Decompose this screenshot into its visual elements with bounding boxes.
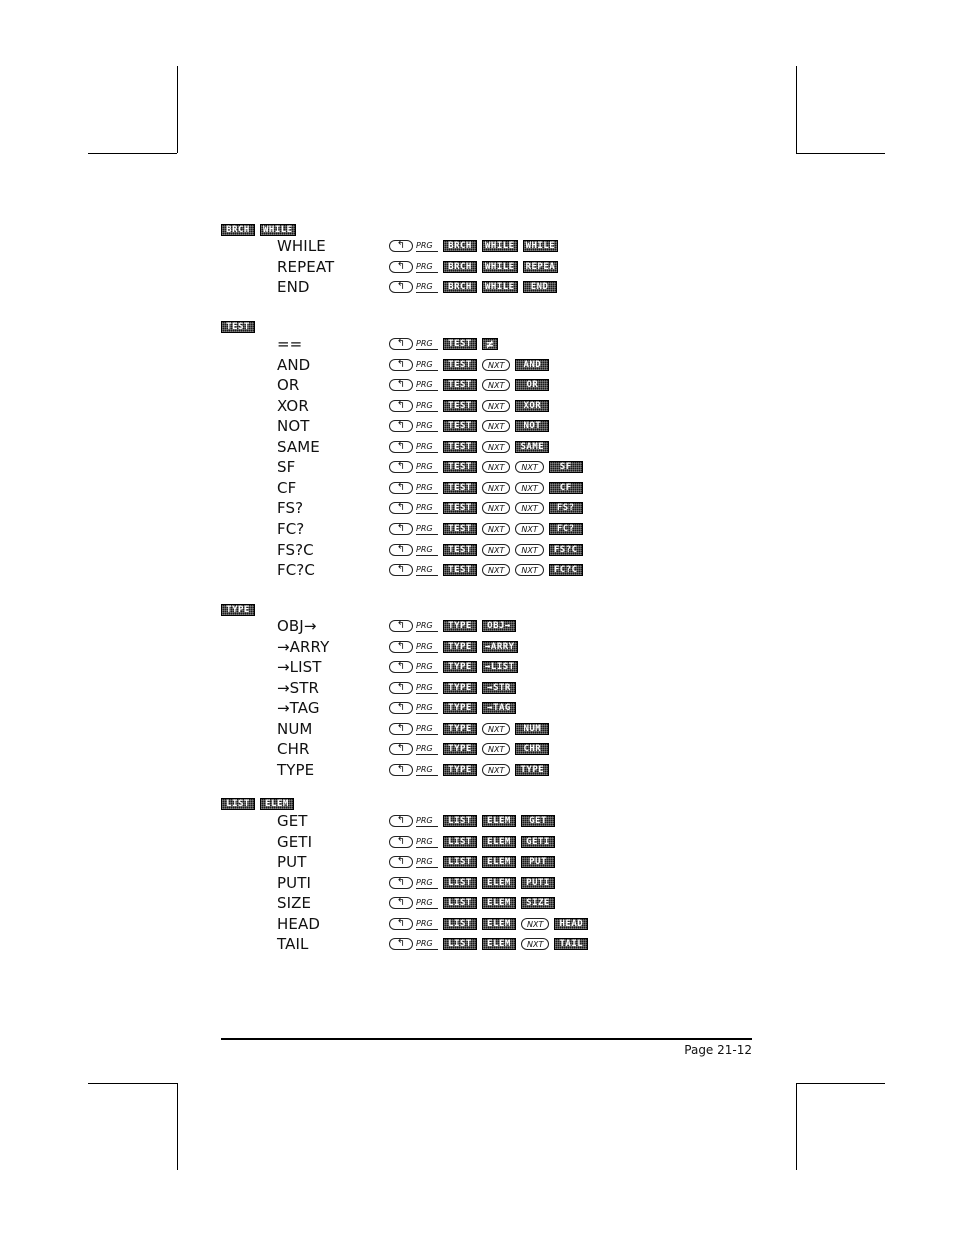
soft-menu-key[interactable]: TYPE	[443, 620, 477, 632]
soft-menu-key[interactable]: WHILE	[260, 224, 296, 236]
soft-menu-key[interactable]: BRCH	[221, 224, 255, 236]
command-name: NUM	[277, 720, 313, 738]
left-shift-key[interactable]: ↰	[389, 877, 413, 889]
soft-menu-key[interactable]: TYPE	[443, 702, 477, 714]
soft-menu-key[interactable]: LIST	[443, 815, 477, 827]
command-name: FS?C	[277, 541, 314, 559]
command-name: TAIL	[277, 935, 309, 953]
command-name: ==	[277, 335, 303, 353]
soft-menu-key[interactable]: TEST	[443, 523, 477, 535]
command-row	[0, 893, 954, 913]
left-shift-key[interactable]: ↰	[389, 856, 413, 868]
soft-menu-key[interactable]: →ARRY	[482, 641, 518, 653]
prg-key-label: PRG	[416, 764, 438, 776]
command-name: OR	[277, 376, 300, 394]
soft-menu-key[interactable]: HEAD	[554, 918, 588, 930]
soft-menu-key[interactable]: FS?C	[549, 544, 583, 556]
soft-menu-key[interactable]: LIST	[443, 938, 477, 950]
prg-key-label: PRG	[416, 815, 438, 827]
soft-menu-key[interactable]: TYPE	[515, 764, 549, 776]
prg-key-label: PRG	[416, 743, 438, 755]
left-shift-key[interactable]: ↰	[389, 482, 413, 494]
left-shift-key[interactable]: ↰	[389, 815, 413, 827]
command-row	[0, 277, 954, 297]
command-name: →LIST	[277, 658, 322, 676]
keystroke-sequence	[389, 239, 558, 253]
soft-menu-key[interactable]: TEST	[443, 420, 477, 432]
command-name: SF	[277, 458, 296, 476]
command-row	[0, 873, 954, 893]
soft-menu-key[interactable]: TEST	[443, 461, 477, 473]
prg-key-label: PRG	[416, 564, 438, 576]
not-equal-icon: ≠	[486, 337, 494, 351]
keystroke-sequence	[389, 701, 516, 715]
crop-mark	[88, 1083, 177, 1084]
soft-menu-key[interactable]: OR	[515, 379, 549, 391]
command-row	[0, 678, 954, 698]
nxt-key[interactable]: NXT	[515, 564, 543, 576]
prg-key-label: PRG	[416, 261, 438, 273]
command-name: SIZE	[277, 894, 312, 912]
command-row	[0, 832, 954, 852]
command-row	[0, 519, 954, 539]
prg-key-label: PRG	[416, 502, 438, 514]
keystroke-sequence	[389, 440, 549, 454]
soft-menu-key[interactable]: ELEM	[482, 877, 516, 889]
left-shift-key[interactable]: ↰	[389, 400, 413, 412]
soft-menu-key[interactable]: CF	[549, 482, 583, 494]
left-shift-key[interactable]: ↰	[389, 661, 413, 673]
nxt-key[interactable]: NXT	[482, 502, 510, 514]
left-shift-key[interactable]: ↰	[389, 641, 413, 653]
command-row	[0, 739, 954, 759]
prg-key-label: PRG	[416, 441, 438, 453]
keystroke-sequence	[389, 814, 555, 828]
keystroke-sequence	[389, 522, 583, 536]
soft-menu-key[interactable]: FS?	[549, 502, 583, 514]
soft-menu-key[interactable]: PUTI	[521, 877, 555, 889]
soft-menu-key[interactable]: TEST	[443, 482, 477, 494]
soft-menu-key[interactable]: FC?	[549, 523, 583, 535]
command-row	[0, 719, 954, 739]
left-shift-key[interactable]: ↰	[389, 461, 413, 473]
nxt-key[interactable]: NXT	[482, 723, 510, 735]
command-row	[0, 457, 954, 477]
soft-menu-key[interactable]: TAIL	[554, 938, 588, 950]
command-row	[0, 375, 954, 395]
left-shift-key[interactable]: ↰	[389, 502, 413, 514]
soft-menu-key[interactable]: TEST	[443, 544, 477, 556]
command-name: PUTI	[277, 874, 312, 892]
soft-menu-key[interactable]: BRCH	[443, 261, 477, 273]
command-row	[0, 811, 954, 831]
keystroke-sequence	[389, 460, 583, 474]
command-name: HEAD	[277, 915, 320, 933]
command-row	[0, 560, 954, 580]
prg-key-label: PRG	[416, 723, 438, 735]
soft-menu-key[interactable]: ELEM	[482, 815, 516, 827]
nxt-key[interactable]: NXT	[482, 359, 510, 371]
left-shift-key[interactable]: ↰	[389, 918, 413, 930]
prg-key-label: PRG	[416, 544, 438, 556]
prg-key-label: PRG	[416, 918, 438, 930]
soft-menu-key[interactable]: LIST	[443, 877, 477, 889]
soft-menu-key[interactable]: TEST	[443, 379, 477, 391]
soft-menu-key[interactable]: TEST	[221, 321, 255, 333]
left-shift-key[interactable]: ↰	[389, 261, 413, 273]
soft-menu-key[interactable]: SAME	[515, 441, 549, 453]
command-row	[0, 934, 954, 954]
keystroke-sequence	[389, 419, 549, 433]
command-name: SAME	[277, 438, 320, 456]
soft-menu-key[interactable]: REPEA	[523, 261, 559, 273]
keystroke-sequence	[389, 399, 549, 413]
soft-menu-key[interactable]: →TAG	[482, 702, 516, 714]
prg-key-label: PRG	[416, 620, 438, 632]
nxt-key[interactable]: NXT	[482, 441, 510, 453]
nxt-key[interactable]: NXT	[482, 482, 510, 494]
command-name: END	[277, 278, 310, 296]
left-shift-key[interactable]: ↰	[389, 544, 413, 556]
command-name: CF	[277, 479, 297, 497]
left-shift-key[interactable]: ↰	[389, 281, 413, 293]
prg-key-label: PRG	[416, 682, 438, 694]
soft-menu-key[interactable]: FC?C	[549, 564, 583, 576]
keystroke-sequence	[389, 378, 549, 392]
section-header	[221, 320, 255, 334]
left-shift-key[interactable]: ↰	[389, 441, 413, 453]
keystroke-sequence	[389, 742, 549, 756]
command-row	[0, 540, 954, 560]
soft-menu-key[interactable]: XOR	[515, 400, 549, 412]
command-name: REPEAT	[277, 258, 335, 276]
nxt-key[interactable]: NXT	[482, 461, 510, 473]
nxt-key[interactable]: NXT	[482, 564, 510, 576]
nxt-key[interactable]: NXT	[515, 461, 543, 473]
soft-menu-key[interactable]: ELEM	[482, 918, 516, 930]
command-row	[0, 416, 954, 436]
left-shift-key[interactable]: ↰	[389, 620, 413, 632]
keystroke-sequence	[389, 876, 555, 890]
left-shift-key[interactable]: ↰	[389, 379, 413, 391]
prg-key-label: PRG	[416, 523, 438, 535]
nxt-key[interactable]: NXT	[482, 420, 510, 432]
soft-menu-key[interactable]: TYPE	[221, 604, 255, 616]
keystroke-sequence	[389, 280, 557, 294]
soft-menu-key[interactable]: LIST	[443, 856, 477, 868]
left-shift-key[interactable]: ↰	[389, 523, 413, 535]
command-name: →ARRY	[277, 638, 330, 656]
soft-menu-key[interactable]: GETI	[521, 836, 555, 848]
command-row	[0, 914, 954, 934]
command-name: →TAG	[277, 699, 320, 717]
soft-menu-key[interactable]: SF	[549, 461, 583, 473]
command-row	[0, 760, 954, 780]
soft-menu-key[interactable]: SIZE	[521, 897, 555, 909]
command-row	[0, 236, 954, 256]
command-name: GET	[277, 812, 308, 830]
soft-menu-key[interactable]: LIST	[443, 836, 477, 848]
keystroke-sequence	[389, 722, 549, 736]
soft-menu-key[interactable]: LIST	[221, 798, 255, 810]
left-shift-key[interactable]: ↰	[389, 938, 413, 950]
nxt-key[interactable]: NXT	[515, 482, 543, 494]
prg-key-label: PRG	[416, 338, 438, 350]
command-row	[0, 498, 954, 518]
soft-menu-key[interactable]: TYPE	[443, 682, 477, 694]
command-name: TYPE	[277, 761, 315, 779]
crop-mark	[796, 1083, 797, 1170]
prg-key-label: PRG	[416, 482, 438, 494]
command-row	[0, 698, 954, 718]
crop-mark	[796, 1083, 885, 1084]
keystroke-sequence	[389, 660, 518, 674]
keystroke-sequence	[389, 681, 516, 695]
command-row	[0, 616, 954, 636]
soft-menu-key[interactable]: TEST	[443, 359, 477, 371]
soft-menu-key[interactable]: TEST	[443, 502, 477, 514]
left-shift-key[interactable]: ↰	[389, 743, 413, 755]
soft-menu-key[interactable]: AND	[515, 359, 549, 371]
command-row	[0, 437, 954, 457]
left-shift-key[interactable]: ↰	[389, 836, 413, 848]
command-row	[0, 852, 954, 872]
prg-key-label: PRG	[416, 856, 438, 868]
soft-menu-key[interactable]: BRCH	[443, 281, 477, 293]
keystroke-sequence	[389, 543, 583, 557]
soft-menu-key[interactable]: ELEM	[260, 798, 294, 810]
command-name: FS?	[277, 499, 304, 517]
keystroke-sequence	[389, 640, 518, 654]
command-row	[0, 257, 954, 277]
command-name: FC?C	[277, 561, 315, 579]
section-header	[221, 223, 296, 237]
soft-menu-key[interactable]: WHILE	[482, 281, 518, 293]
soft-menu-key[interactable]: TYPE	[443, 723, 477, 735]
soft-menu-key[interactable]: WHILE	[523, 240, 559, 252]
nxt-key[interactable]: NXT	[482, 400, 510, 412]
prg-key-label: PRG	[416, 877, 438, 889]
soft-menu-key[interactable]: OBJ→	[482, 620, 516, 632]
prg-key-label: PRG	[416, 461, 438, 473]
soft-menu-key[interactable]: TEST	[443, 400, 477, 412]
command-name: →STR	[277, 679, 320, 697]
prg-key-label: PRG	[416, 420, 438, 432]
command-row	[0, 396, 954, 416]
left-shift-key[interactable]: ↰	[389, 564, 413, 576]
soft-menu-key[interactable]: LIST	[443, 918, 477, 930]
left-shift-key[interactable]: ↰	[389, 359, 413, 371]
not-equal-soft-key[interactable]	[482, 338, 498, 350]
keystroke-sequence	[389, 763, 549, 777]
command-row	[0, 637, 954, 657]
left-shift-key[interactable]: ↰	[389, 702, 413, 714]
prg-key-label: PRG	[416, 240, 438, 252]
prg-key-label: PRG	[416, 400, 438, 412]
soft-menu-key[interactable]: TYPE	[443, 743, 477, 755]
left-shift-key[interactable]: ↰	[389, 240, 413, 252]
soft-menu-key[interactable]: ELEM	[482, 836, 516, 848]
soft-menu-key[interactable]: ELEM	[482, 856, 516, 868]
command-name: OBJ→	[277, 617, 317, 635]
left-shift-key[interactable]: ↰	[389, 338, 413, 350]
keystroke-sequence	[389, 835, 555, 849]
keystroke-sequence	[389, 619, 516, 633]
footer-rule	[221, 1038, 752, 1040]
command-name: NOT	[277, 417, 310, 435]
nxt-key[interactable]: NXT	[482, 743, 510, 755]
nxt-key[interactable]: NXT	[515, 523, 543, 535]
command-row	[0, 657, 954, 677]
section-header	[221, 603, 255, 617]
command-name: AND	[277, 356, 311, 374]
nxt-key[interactable]: NXT	[482, 764, 510, 776]
prg-key-label: PRG	[416, 836, 438, 848]
command-name: GETI	[277, 833, 313, 851]
prg-key-label: PRG	[416, 702, 438, 714]
keystroke-sequence	[389, 563, 583, 577]
keystroke-sequence	[389, 917, 588, 931]
keystroke-sequence	[389, 337, 498, 351]
nxt-key[interactable]: NXT	[482, 544, 510, 556]
keystroke-sequence	[389, 358, 549, 372]
nxt-key[interactable]: NXT	[515, 502, 543, 514]
command-row	[0, 355, 954, 375]
command-name: FC?	[277, 520, 305, 538]
nxt-key[interactable]: NXT	[482, 523, 510, 535]
prg-key-label: PRG	[416, 897, 438, 909]
left-shift-key[interactable]: ↰	[389, 420, 413, 432]
left-shift-key[interactable]: ↰	[389, 682, 413, 694]
left-shift-key[interactable]: ↰	[389, 764, 413, 776]
soft-menu-key[interactable]: END	[523, 281, 557, 293]
keystroke-sequence	[389, 260, 558, 274]
prg-key-label: PRG	[416, 281, 438, 293]
soft-menu-key[interactable]: CHR	[515, 743, 549, 755]
keystroke-sequence	[389, 896, 555, 910]
prg-key-label: PRG	[416, 641, 438, 653]
keystroke-sequence	[389, 937, 588, 951]
soft-menu-key[interactable]: TYPE	[443, 641, 477, 653]
command-row	[0, 478, 954, 498]
soft-menu-key[interactable]: ELEM	[482, 897, 516, 909]
keystroke-sequence	[389, 481, 583, 495]
prg-key-label: PRG	[416, 938, 438, 950]
soft-menu-key[interactable]: BRCH	[443, 240, 477, 252]
soft-menu-key[interactable]: NOT	[515, 420, 549, 432]
left-shift-key[interactable]: ↰	[389, 897, 413, 909]
soft-menu-key[interactable]: TEST	[443, 338, 477, 350]
command-row	[0, 334, 954, 354]
soft-menu-key[interactable]: WHILE	[482, 240, 518, 252]
nxt-key[interactable]: NXT	[521, 938, 549, 950]
soft-menu-key[interactable]: WHILE	[482, 261, 518, 273]
page-number: Page 21-12	[684, 1043, 752, 1057]
soft-menu-key[interactable]: →STR	[482, 682, 516, 694]
prg-key-label: PRG	[416, 661, 438, 673]
nxt-key[interactable]: NXT	[515, 544, 543, 556]
soft-menu-key[interactable]: →LIST	[482, 661, 518, 673]
section-header	[221, 797, 294, 811]
soft-menu-key[interactable]: PUT	[521, 856, 555, 868]
soft-menu-key[interactable]: TYPE	[443, 764, 477, 776]
nxt-key[interactable]: NXT	[521, 918, 549, 930]
soft-menu-key[interactable]: TYPE	[443, 661, 477, 673]
command-name: XOR	[277, 397, 309, 415]
crop-mark	[177, 1083, 178, 1170]
nxt-key[interactable]: NXT	[482, 379, 510, 391]
command-name: CHR	[277, 740, 310, 758]
prg-key-label: PRG	[416, 359, 438, 371]
command-name: PUT	[277, 853, 307, 871]
soft-menu-key[interactable]: NUM	[515, 723, 549, 735]
left-shift-key[interactable]: ↰	[389, 723, 413, 735]
soft-menu-key[interactable]: TEST	[443, 564, 477, 576]
soft-menu-key[interactable]: LIST	[443, 897, 477, 909]
soft-menu-key[interactable]: TEST	[443, 441, 477, 453]
soft-menu-key[interactable]: GET	[521, 815, 555, 827]
prg-key-label: PRG	[416, 379, 438, 391]
command-name: WHILE	[277, 237, 326, 255]
soft-menu-key[interactable]: ELEM	[482, 938, 516, 950]
keystroke-sequence	[389, 855, 555, 869]
keystroke-sequence	[389, 501, 583, 515]
